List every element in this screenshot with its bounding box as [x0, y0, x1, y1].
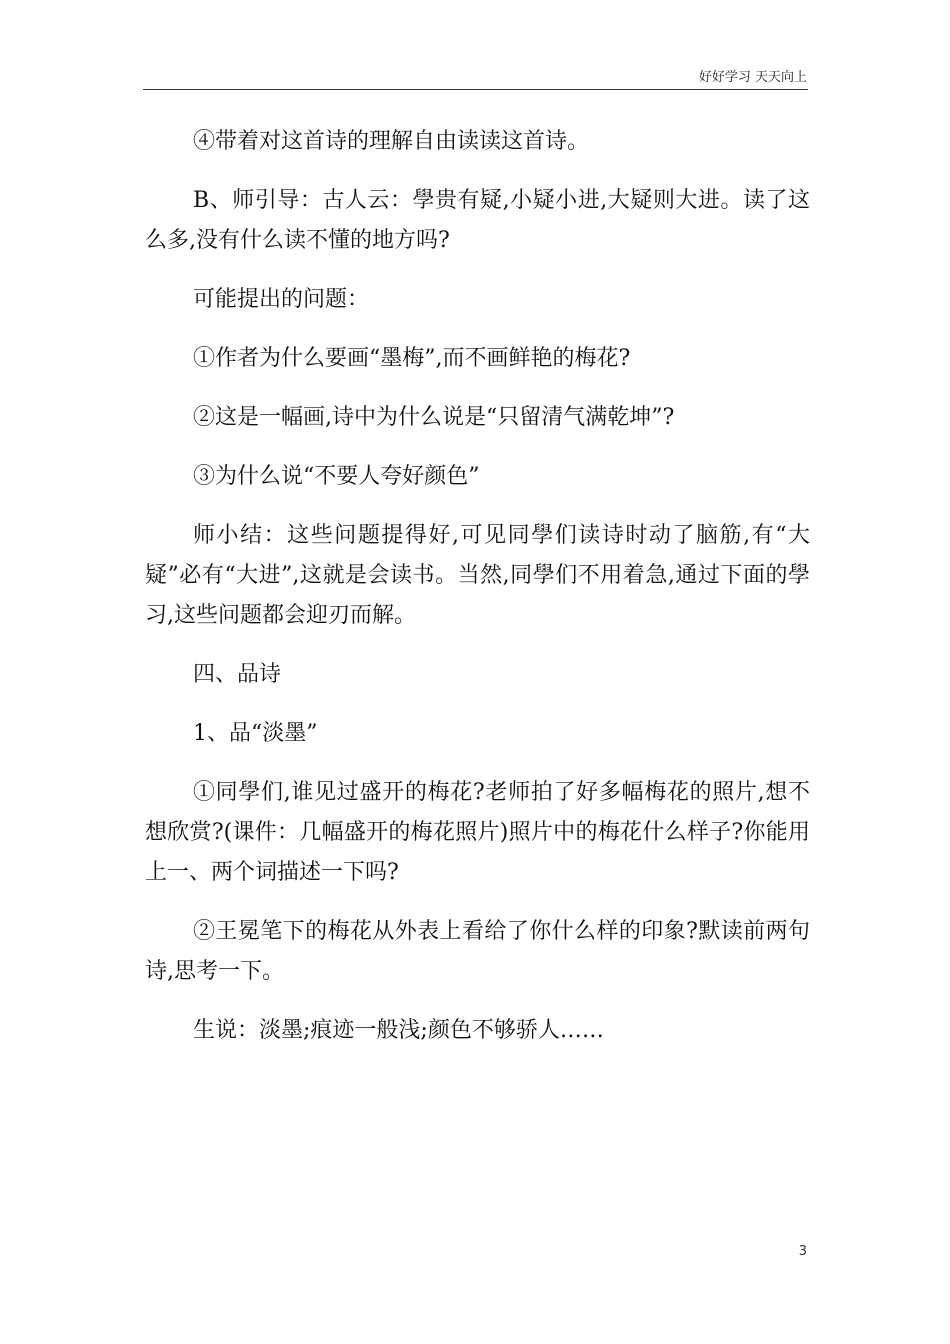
running-header: 好好学习 天天向上 — [698, 70, 807, 85]
paragraph-question-2: ②这是一幅画,诗中为什么说是“只留清气满乾坤”? — [193, 405, 675, 430]
paragraph-question-1: ①作者为什么要画“墨梅”,而不画鲜艳的梅花? — [193, 346, 631, 371]
paragraph-teacher-summary: 师小结：这些问题提得好,可见同學们读诗时动了脑筋,有“大疑”必有“大进”,这就是会读书。当然,同學们不用着急,通过下面的學习,这些问题都会迎刃而解。 — [145, 523, 810, 628]
paragraph-question-3: ③为什么说“不要人夸好颜色” — [193, 464, 480, 489]
paragraph-teacher-guide: B、师引导：古人云：學贵有疑,小疑小进,大疑则大进。读了这么多,没有什么读不懂的地方吗? — [145, 188, 810, 253]
paragraph-student-answer: 生说：淡墨;痕迹一般浅;颜色不够骄人…… — [193, 1018, 604, 1043]
subheading-light-ink: 1、品“淡墨” — [193, 721, 318, 746]
section-heading-appreciate: 四、品诗 — [193, 662, 282, 687]
paragraph-impression: ②王冕笔下的梅花从外表上看给了你什么样的印象?默读前两句诗,思考一下。 — [145, 919, 810, 984]
paragraph-reread: ④带着对这首诗的理解自由读读这首诗。 — [193, 129, 590, 154]
page-number: 3 — [798, 1244, 807, 1259]
document-body — [145, 122, 810, 1070]
header-divider — [143, 89, 808, 90]
paragraph-possible-questions: 可能提出的问题： — [193, 287, 370, 312]
paragraph-plum-photos: ①同學们,谁见过盛开的梅花?老师拍了好多幅梅花的照片,想不想欣赏?(课件：几幅盛开的梅花照片)照片中的梅花什么样子?你能用上一、两个词描述一下吗? — [145, 780, 810, 885]
